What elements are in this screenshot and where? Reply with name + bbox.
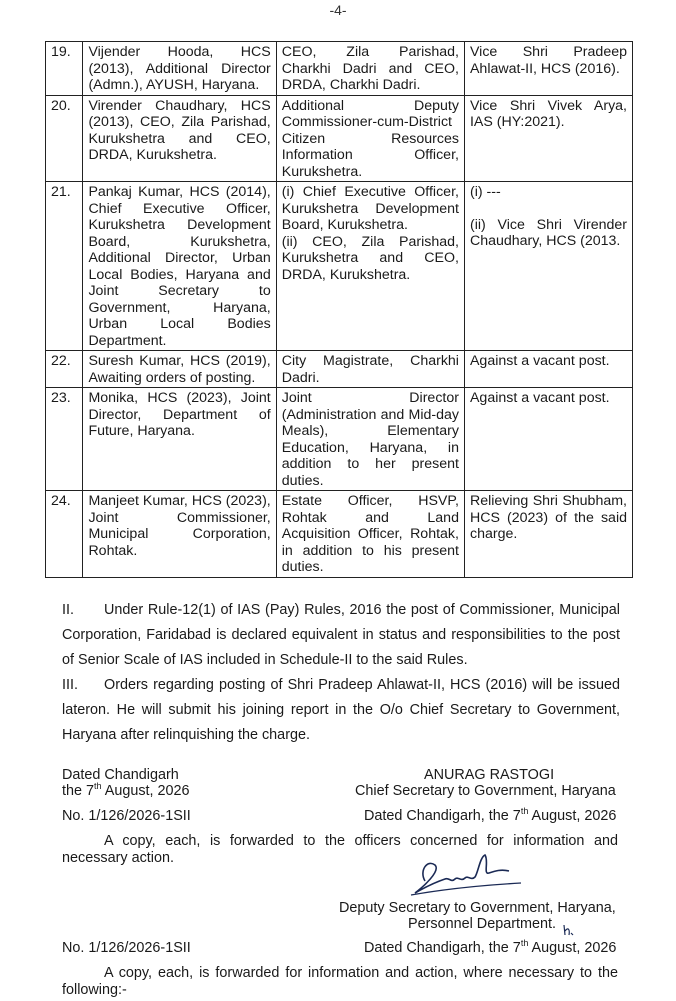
endorsement-date-day: Dated Chandigarh, the 7: [364, 940, 521, 956]
posting-cell: [276, 42, 464, 96]
date-month-year: August, 2026: [101, 783, 190, 799]
copy-forward-text-2: A copy, each, is forwarded for information and action, where necessary to the following:-: [62, 965, 618, 998]
vice-text: Against a vacant post.: [469, 390, 610, 406]
date-day: the 7: [62, 783, 95, 799]
date-line: [62, 783, 190, 799]
signatory-title: Chief Secretary to Government, Haryana: [355, 783, 616, 799]
copy-forward-text: A copy, each, is forwarded to the officers concerned for information and necessary action.: [62, 833, 618, 866]
endorsement-number-2: No. 1/126/2026-1SII: [62, 940, 191, 956]
vice-text: Vice Shri Vivek Arya, IAS (HY:2021).: [469, 97, 627, 130]
officer-cell: Monika, HCS (2023), Joint Director, Department of Future, Haryana.: [83, 388, 276, 491]
signatory-name: ANURAG RASTOGI: [424, 767, 555, 783]
vice-text: Vice Shri Pradeep Ahlawat-II, HCS (2016).: [469, 44, 627, 77]
paragraph-text: Under Rule-12(1) of IAS (Pay) Rules, 2016 the post of Commissioner, Municipal Corporation, Faridabad is declared equivalent in status and responsibilities to the post of Senior Scale of IAS included in Schedule-II to the said Rules.: [62, 602, 620, 668]
officer-cell: Pankaj Kumar, HCS (2014), Chief Executive Officer, Kurukshetra Development Board, Kurukshetra, Additional Director, Urban Local Bodies, Haryana and Joint Secretary to Government, Haryana, Urban Local Bodies Department.: [83, 182, 276, 351]
paragraph-iii: [62, 673, 620, 748]
date-ordinal: th: [520, 938, 529, 949]
vice-cell: [464, 42, 632, 96]
paragraph-number: II.: [62, 602, 74, 618]
paragraph-ii: [62, 598, 620, 673]
endorsement-date-2: [364, 940, 616, 956]
serial-number-cell: 21.: [46, 182, 83, 351]
vice-cell: [464, 351, 632, 388]
table-row: [46, 95, 633, 182]
table-row: [46, 182, 633, 351]
vice-cell: [464, 182, 632, 351]
posting-cell: [276, 95, 464, 182]
initials-mark: [561, 923, 575, 937]
paragraph-number: III.: [62, 677, 78, 693]
serial-number-cell: 19.: [46, 42, 83, 96]
officer-cell: Vijender Hooda, HCS (2013), Additional Director (Admn.), AYUSH, Haryana.: [83, 42, 276, 96]
posting-text: Joint Director (Administration and Mid-day Meals), Elementary Education, Haryana, in addition to her present duties.: [281, 390, 459, 489]
posting-text: Estate Officer, HSVP, Rohtak and Land Acquisition Officer, Rohtak, in addition to his present duties.: [281, 493, 459, 575]
department-name: Personnel Department.: [408, 916, 556, 932]
date-ordinal: th: [94, 781, 102, 792]
endorsement-date-day: Dated Chandigarh, the 7: [364, 808, 521, 824]
dated-place: Dated Chandigarh: [62, 767, 179, 783]
posting-cell: [276, 351, 464, 388]
posting-cell: [276, 491, 464, 578]
vice-cell: [464, 491, 632, 578]
officer-cell: Suresh Kumar, HCS (2019), Awaiting orders of posting.: [83, 351, 276, 388]
serial-number-cell: 24.: [46, 491, 83, 578]
endorsement-number: No. 1/126/2026-1SII: [62, 808, 191, 824]
vice-text: (ii) Vice Shri Virender Chaudhary, HCS (2013.: [469, 216, 627, 249]
vice-text: Against a vacant post.: [469, 353, 610, 369]
posting-cell: [276, 388, 464, 491]
serial-number-cell: 22.: [46, 351, 83, 388]
serial-number-cell: 23.: [46, 388, 83, 491]
vice-cell: [464, 95, 632, 182]
table-row: [46, 388, 633, 491]
spacer: [470, 201, 627, 217]
endorsement-date: [364, 808, 616, 824]
table-row: [46, 351, 633, 388]
endorsement-date-month: August, 2026: [528, 940, 617, 956]
page-number: -4-: [329, 2, 347, 18]
posting-text: (ii) CEO, Zila Parishad, Kurukshetra and CEO, DRDA, Kurukshetra.: [281, 233, 459, 283]
serial-number-cell: 20.: [46, 95, 83, 182]
posting-text: CEO, Zila Parishad, Charkhi Dadri and CEO, DRDA, Charkhi Dadri.: [281, 44, 459, 93]
posting-text: Additional Deputy Commissioner-cum-District Citizen Resources Information Officer, Kurukshetra.: [281, 97, 459, 180]
posting-text: City Magistrate, Charkhi Dadri.: [281, 353, 459, 386]
table-row: [46, 491, 633, 578]
officer-cell: Manjeet Kumar, HCS (2023), Joint Commissioner, Municipal Corporation, Rohtak.: [83, 491, 276, 578]
paragraph-text: Orders regarding posting of Shri Pradeep Ahlawat-II, HCS (2016) will be issued lateron. He will submit his joining report in the O/o Chief Secretary to Government, Haryana after relinquishing the charge.: [62, 677, 620, 743]
postings-table: [45, 41, 633, 578]
vice-cell: [464, 388, 632, 491]
date-ordinal: th: [520, 806, 529, 817]
handwritten-signature: [405, 851, 525, 899]
vice-text: (i) ---: [469, 184, 501, 200]
endorsement-date-month: August, 2026: [528, 808, 617, 824]
posting-text: (i) Chief Executive Officer, Kurukshetra Development Board, Kurukshetra.: [281, 184, 459, 233]
vice-text: Relieving Shri Shubham, HCS (2023) of the said charge.: [469, 493, 627, 542]
table-row: [46, 42, 633, 96]
posting-cell: [276, 182, 464, 351]
officer-cell: Virender Chaudhary, HCS (2013), CEO, Zila Parishad, Kurukshetra and CEO, DRDA, Kurukshetra.: [83, 95, 276, 182]
deputy-secretary-title: Deputy Secretary to Government, Haryana,: [339, 900, 616, 916]
